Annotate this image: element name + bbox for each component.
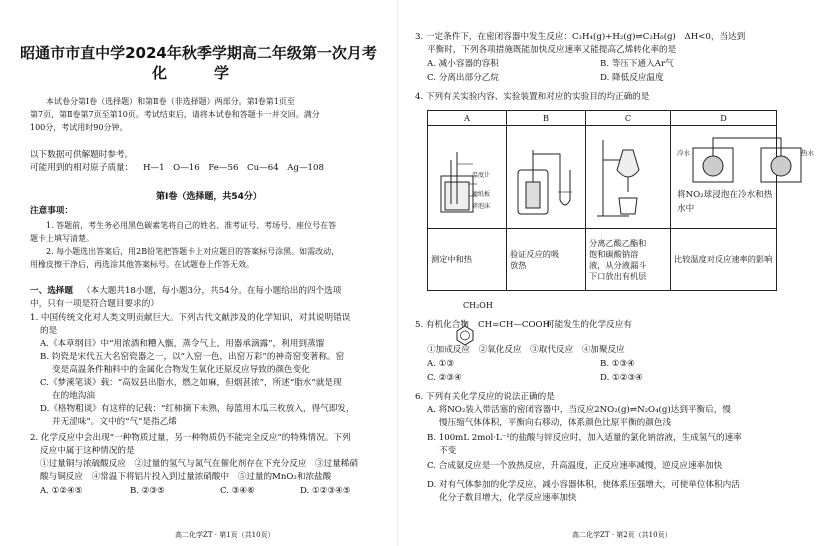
- question-5-formula: CH=CH—COOH: [478, 320, 551, 330]
- question-5-ch2oh: CH₂OH: [463, 301, 493, 310]
- question-5-option: A. ①③: [427, 359, 455, 369]
- question-3-option: C. 分离出部分乙烷: [427, 73, 499, 83]
- apparatus-no2-bulbs: [671, 126, 814, 229]
- question-1-option: 变是高温条件釉料中的金属化合物发生氧化还原反应导致的颜色变化: [52, 365, 310, 375]
- question-1-option: C.《梦溪笔谈》载：“高奴县出脂水，燃之如麻，但烟甚浓”，所述“脂水”就是现: [40, 378, 342, 388]
- apparatus-u-tube: [507, 126, 586, 229]
- question-3-line: 平衡时，下列各项措施既能加快反应速率又能提高乙烯转化率的是: [427, 45, 677, 55]
- label-cold-water: 冷水: [677, 149, 690, 157]
- question-1-option: 并无涩味”。文中的“气”是指乙烯: [52, 417, 177, 427]
- part-one-rule: 中，只有一项是符合题目要求的）: [30, 299, 159, 309]
- label-thermometer: 温度计: [472, 172, 491, 179]
- calorimeter-icon: [431, 130, 501, 222]
- question-6-option: 慢压缩气体体积，平衡向右移动，体系颜色比原平衡的颜色浅: [439, 418, 672, 428]
- label-cardboard: 硬纸板: [472, 191, 491, 198]
- table-header: B: [507, 111, 586, 126]
- question-3-line: 3. 一定条件下，在密闭容器中发生反应：C₂H₄(g)+H₂(g)⇌C₂H₆(g) ΔH<0，当达到: [415, 32, 746, 42]
- question-5-option: C. ②③④: [427, 373, 462, 383]
- question-2-option: B. ②③⑤: [130, 486, 165, 496]
- question-6-option: 化分子数目增大，化学反应速率加快: [439, 493, 577, 503]
- d-description: 水中: [677, 204, 695, 214]
- question-2-line: 酸与铜反应 ④常温下将铝片投入到过量浓硝酸中 ⑤过量的MnO₂和浓盐酸: [40, 472, 332, 482]
- part-one-heading: 一、选择题: [30, 286, 73, 296]
- question-2-line: 2. 化学反应中会出现“一种物质过量，另一种物质仍不能完全反应”的特殊情况。下列: [30, 433, 351, 443]
- purpose-a: 测定中和热: [428, 229, 507, 291]
- reference-note: 以下数据可供解题时参考。: [30, 150, 134, 160]
- note-line: 用橡皮擦干净后，再选涂其他答案标号。在试题卷上作答无效。: [30, 260, 254, 269]
- note-line: 2. 每小题选出答案后，用2B铅笔把答题卡上对应题目的答案标号涂黑。如需改动，: [46, 247, 340, 256]
- u-tube-apparatus-icon: [510, 130, 580, 222]
- exam-subject: 化 学: [151, 64, 245, 82]
- question-1-option: D.《格物粗谈》有这样的记载：“红柿摘下未熟，每篮用木瓜三枚放入，得气即发，: [40, 404, 355, 414]
- purpose-b: 验证反应的吸 放热: [507, 229, 586, 291]
- question-4-line: 4. 下列有关实验内容、实验装置和对应的实验目的均正确的是: [415, 92, 650, 102]
- label-foam: 碎泡沫: [472, 203, 491, 210]
- question-6-option: 不变: [439, 446, 457, 456]
- intro-line: 本试卷分第Ⅰ卷（选择题）和第Ⅱ卷（非选择题）两部分。第Ⅰ卷第1页至: [46, 97, 295, 106]
- question-2-line: ①过量铜与浓硫酸反应 ②过量的氢气与氮气在催化剂存在下充分反应 ③过量稀硝: [40, 459, 358, 469]
- section-one-title: 第Ⅰ卷（选择题，共54分）: [156, 192, 262, 202]
- question-2-option: A. ①②④⑤: [40, 486, 83, 496]
- question-1-line: 1. 中国传统文化对人类文明贡献巨大。下列古代文献涉及的化学知识，对其说明错误: [30, 313, 351, 323]
- apparatus-calorimeter: [428, 126, 507, 229]
- benzene-ring-icon: [453, 322, 475, 346]
- question-5-items: ①加成反应 ②氧化反应 ③取代反应 ④加聚反应: [427, 345, 625, 355]
- apparatus-separatory-funnel: [586, 126, 671, 229]
- exam-title: 昭通市市直中学2024年秋季学期高二年级第一次月考: [20, 44, 377, 62]
- question-6-option: A. 将NO₂装入带活塞的密闭容器中，当反应2NO₂(g)⇌N₂O₄(g)达到平衡后，慢: [427, 405, 731, 415]
- left-page: [0, 0, 397, 546]
- question-5-suffix: 可能发生的化学反应有: [546, 320, 632, 330]
- label-hot-water: 热水: [801, 149, 814, 157]
- intro-line: 100分，考试用时90分钟。: [30, 123, 128, 132]
- experiment-table: [427, 110, 814, 291]
- question-2-line: 反应中属于这种情况的是: [40, 446, 135, 456]
- note-line: 1. 答题前，考生务必用黑色碳素笔将自己的姓名、准考证号、考场号、座位号在答: [46, 221, 337, 230]
- question-6-line: 6. 下列有关化学反应的说法正确的是: [415, 392, 555, 402]
- question-5-option: D. ①②③④: [600, 373, 643, 383]
- question-3-option: D. 降低反应温度: [600, 73, 664, 83]
- page-fold: [397, 0, 398, 546]
- question-5-option: B. ①③④: [600, 359, 635, 369]
- table-header: A: [428, 111, 507, 126]
- table-header: D: [671, 111, 777, 126]
- purpose-d: 比较温度对反应速率的影响: [671, 229, 777, 291]
- d-description: 将NO₂球浸泡在冷水和热: [677, 190, 773, 200]
- note-line: 题卡上填写清楚。: [30, 234, 94, 243]
- question-5-prefix: 5. 有机化合物: [415, 320, 469, 330]
- atomic-masses: H—1 O—16 Fe—56 Cu—64 Ag—108: [143, 163, 324, 173]
- question-1-line: 的是: [40, 326, 58, 336]
- purpose-c: 分离乙酸乙酯和 饱和碳酸钠溶 液，从分液漏斗 下口放出有机层: [586, 229, 671, 291]
- question-1-option: A.《本草纲目》中“用浓酒和糟入甑，蒸令气上，用器承滴露”，利用到蒸馏: [40, 339, 325, 349]
- question-6-option: B. 100mL 2mol·L⁻¹的盐酸与锌反应时，加入适量的氯化钠溶液，生成氢气的速率: [427, 433, 742, 443]
- question-1-option: B. 钧瓷是宋代五大名窑瓷器之一，以“入窑一色，出窑万彩”的神奇窑变著称。窑: [40, 352, 345, 362]
- intro-line: 第7页，第Ⅱ卷第7页至第10页。考试结束后，请将本试卷和答题卡一并交回。满分: [30, 110, 320, 119]
- notes-title: 注意事项：: [30, 206, 73, 216]
- part-one-rule: （本大题共18小题，每小题3分，共54分。在每小题给出的四个选项: [82, 286, 342, 296]
- question-6-option: D. 对有气体参加的化学反应，减小容器体积，使体系压强增大，可使单位体积内活: [427, 480, 740, 490]
- question-6-option: C. 合成氨反应是一个放热反应，升高温度，正反应速率减慢，逆反应速率加快: [427, 461, 723, 471]
- page-footer: 高二化学ZT · 第2页（共10页）: [572, 531, 672, 539]
- atomic-mass-label: 可能用到的相对原子质量：: [30, 163, 134, 173]
- question-3-option: B. 等压下通入Ar气: [600, 59, 674, 69]
- question-1-option: 在的地沟油: [52, 391, 95, 401]
- no2-bulbs-icon: [679, 130, 819, 186]
- question-3-option: A. 减小容器的容积: [427, 59, 499, 69]
- page-footer: 高二化学ZT · 第1页（共10页）: [175, 531, 275, 539]
- separatory-funnel-icon: [589, 130, 665, 222]
- table-header: C: [586, 111, 671, 126]
- question-2-option: D. ①②③④⑤: [300, 486, 351, 496]
- question-2-option: C. ③④⑥: [220, 486, 255, 496]
